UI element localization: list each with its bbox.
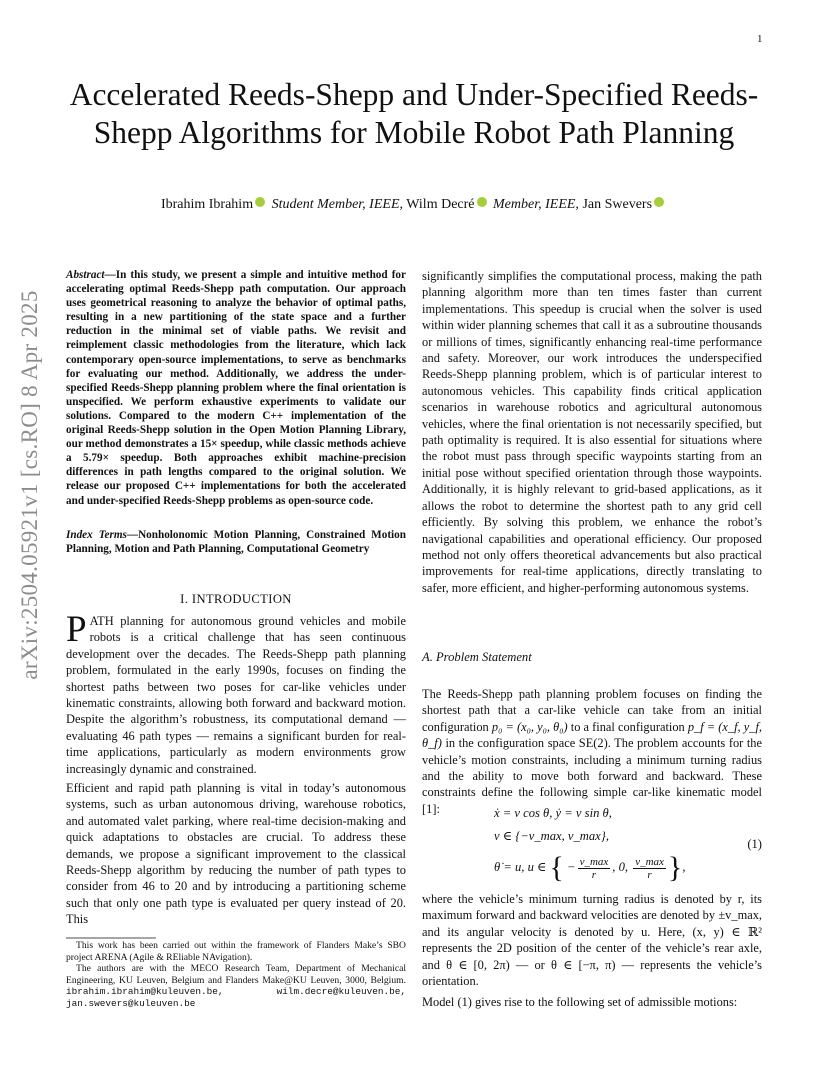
author-role: Member, IEEE, (493, 197, 579, 212)
equation-line: v ∈ {−v_max, v_max}, (494, 829, 609, 843)
equation-text: , 0, (612, 859, 629, 874)
final-config: p_f = (x_f, y_f, θ_f) (422, 719, 762, 751)
intro-paragraph-2: Efficient and rapid path planning is vital in today’s autonomous systems, such as urban autonomous driving, warehouse robotics, and automated valet parking, where real-time decision-making and quick adaptations to obstacles are crucial. To address these demands, we propose a significant improvement to the classical Reeds-Shepp algorithm by reducing the number of path types to consider from 46 to 20 and by introducing a partitioning scheme such that only one path type is evaluated per query instead of 20. This (66, 781, 406, 927)
arxiv-stamp: arXiv:2504.05921v1 [cs.RO] 8 Apr 2025 (17, 290, 42, 680)
fraction (633, 856, 666, 881)
author-name: Ibrahim Ibrahim (160, 197, 254, 212)
problem-text: in the configuration space SE(2). The problem accounts for the vehicle’s motion constraints, including a minimum turning radius and the ability to move both forward and backward. These constraints define the following simple car-like kinematic model [1]: (422, 736, 762, 816)
footnote-funding: This work has been carried out within the framework of Flanders Make’s SBO project ARENA (Agile & REliable NAvigation). (66, 940, 406, 963)
variable-definitions: where the vehicle’s minimum turning radius is denoted by r, its maximum forward and backward velocities are denoted by ±v_max, and its angular velocity is denoted by u. Here, (x, y) ∈ ℝ² represents the 2D position of the center of the vehicle’s rear axle, and θ ∈ [0, 2π) — or θ ∈ [−π, π) — represents the vehicle’s orientation. (422, 892, 762, 989)
problem-text: to a final configuration (567, 719, 688, 734)
problem-text: The Reeds-Shepp path planning problem focuses on finding the shortest path that a car-like vehicle can take from an initial configuration (422, 687, 762, 734)
fraction-denominator: r (591, 868, 597, 881)
orcid-icon[interactable] (654, 197, 664, 207)
intro-paragraph-text: ATH planning for autonomous ground vehicles and mobile robots is a critical challenge that has seen continuous development over the decades. The Reeds-Shepp path planning problem, formulated in the early 1990s, focuses on finding the shortest paths between two poses for car-like vehicles under kinematic constraints, allowing both forward and backward motion. Despite the algorithm’s robustness, its computational demand — evaluating 46 path types — remains a significant burden for real-time applications, particularly as modern environments grow increasingly dynamic and constrained. (66, 614, 406, 776)
author-line (66, 197, 762, 213)
initial-config: p₀ = (x₀, y₀, θ₀) (491, 719, 568, 734)
orcid-icon[interactable] (477, 197, 487, 207)
fraction-numerator: v_max (579, 855, 609, 868)
subsection-heading: A. Problem Statement (422, 650, 532, 664)
drop-cap: P (66, 609, 87, 650)
admissible-motions-intro: Model (1) gives rise to the following set of admissible motions: (422, 995, 738, 1009)
arxiv-sidebar (0, 290, 60, 680)
intro-paragraph-continued: significantly simplifies the computational process, making the path planning algorithm more than ten times faster than current implementations. This speedup is crucial when the solver is used within wider planning schemes that call it as a subroutine thousands or millions of times, significantly enhancing real-time performance and safety. Moreover, our work introduces the underspecified Reeds-Shepp planning problem, which is of particular interest to autonomous vehicles. This capability finds critical application scenarios in warehouse robotics and agricultural autonomous vehicles, where the final orientation is not necessarily specified, but path optimality is required. It is also essential for situations where the robot must pass through specific waypoints starting from an initial pose without specified orientation through those waypoints. Additionally, it is highly relevant to grid-based applications, as it allows the robot to determine the shortest path to any grid cell efficiently. By solving this problem, we enhance the robot’s navigational capabilities and operational efficiency. Our proposed method not only offers theoretical advancements but also practical improvements for real-time applications, directly translating to safer, more efficient, and higher-performing autonomous systems. (422, 269, 762, 595)
footnote-rule (66, 937, 406, 939)
equation-number: (1) (747, 837, 762, 851)
equation-line: ẋ = v cos θ, ẏ = v sin θ, (494, 806, 612, 820)
intro-paragraph (66, 609, 406, 777)
abstract (66, 268, 406, 508)
footnote-affiliation (66, 963, 406, 1009)
fraction-denominator: r (647, 868, 652, 881)
orcid-icon[interactable] (255, 197, 265, 207)
problem-paragraph (422, 686, 762, 817)
section-heading: I. INTRODUCTION (180, 592, 292, 606)
index-terms-label: Index Terms (66, 529, 127, 541)
author-role: Student Member, IEEE, (271, 197, 404, 212)
author-name: Wilm Decré (406, 197, 475, 212)
fraction (578, 856, 611, 881)
equation-text: θ̇ = u, u ∈ (494, 859, 547, 874)
index-terms-text: —Nonholonomic Motion Planning, Constrained Motion Planning, Motion and Path Planning, Computational Geometry (66, 529, 406, 556)
fraction-numerator: v_max (635, 855, 664, 868)
page-number: 1 (757, 33, 763, 45)
index-terms (66, 528, 406, 556)
abstract-text: —In this study, we present a simple and intuitive method for accelerating optimal Reeds-Shepp path computation. Our approach uses geometrical reasoning to analyze the behavior of optimal paths, resulting in a new partitioning of the state space and a further reduction in the minimal set of viable paths. We revisit and reimplement classic methodologies from the literature, which lack contemporary open-source implementations, to serve as benchmarks for evaluating our method. Additionally, we address the under-specified Reeds-Shepp planning problem where the final orientation is unspecified. We perform exhaustive experiments to validate our solutions. Compared to the modern C++ implementation of the original Reeds-Shepp solution in the Open Motion Planning Library, our method demonstrates a 15× speedup, while classic methods achieve a 5.79× speedup. Both approaches exhibit machine-precision differences in path lengths compared to the original solution. We release our proposed C++ implementations for both the accelerated and under-specified Reeds-Shepp problems as open-source code. (66, 269, 406, 507)
abstract-label: Abstract (66, 269, 105, 281)
author-emails[interactable]: ibrahim.ibrahim@kuleuven.be, wilm.decre@kuleuven.be, jan.swevers@kuleuven.be (66, 986, 406, 1009)
author-name: Jan Swevers (582, 197, 653, 212)
equation-line: θ̇ = u, u ∈ { − $\frac{v\_\max}{r}$ , 0, $\frac{v\_\max}{r}$ }, (494, 851, 686, 884)
paper-title: Accelerated Reeds-Shepp and Under-Specified Reeds-Shepp Algorithms for Mobile Robot Path Planning (69, 77, 759, 150)
affiliation-text: The authors are with the MECO Research Team, Department of Mechanical Engineering, KU Leuven, Belgium and Flanders Make@KU Leuven, 3000, Belgium. (66, 963, 406, 986)
equation-1 (422, 803, 762, 895)
